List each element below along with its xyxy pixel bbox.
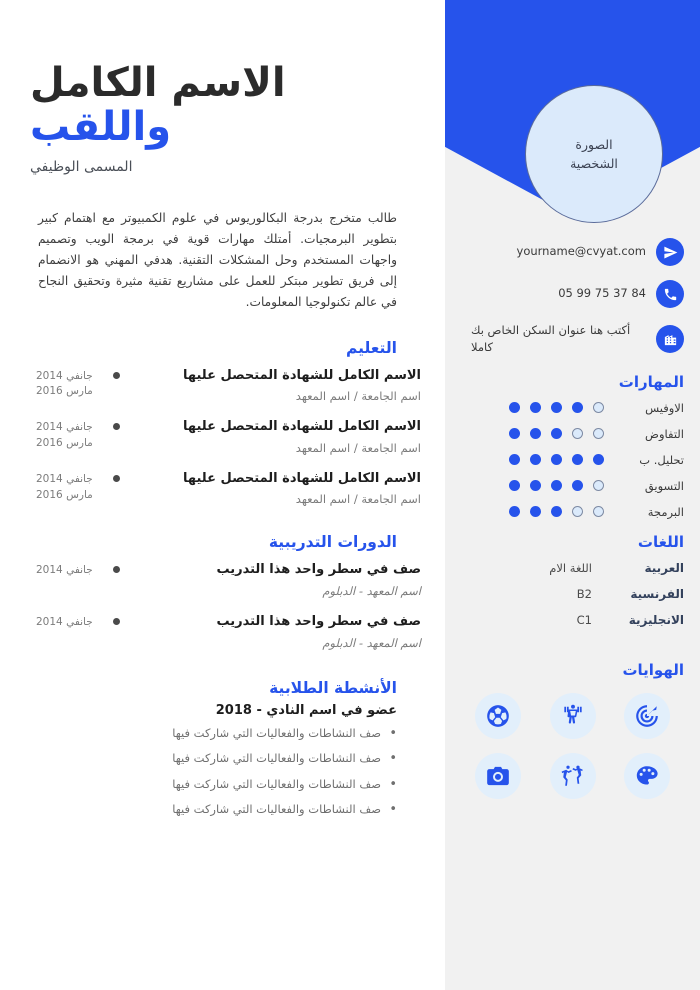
section-heading-languages: اللغات — [637, 532, 684, 551]
paint-palette-icon — [624, 753, 670, 799]
timeline-entry-body — [126, 470, 423, 508]
timeline-entry-subtitle: اسم الجامعة / اسم المعهد — [295, 440, 421, 455]
skill-dot-filled — [551, 402, 562, 413]
section-heading-courses: الدورات التدريبية — [268, 533, 397, 552]
photo-label-line2: الشخصية — [570, 156, 618, 171]
activity-item: • صف النشاطات والفعاليات التي شاركت فيها — [30, 777, 397, 803]
language-level: اللغة الام — [549, 560, 592, 575]
skill-dot-filled — [551, 506, 562, 517]
timeline-entry-title: الاسم الكامل للشهادة المتحصل عليها — [183, 367, 421, 383]
skill-rating-dots — [461, 480, 612, 491]
contact-row[interactable] — [461, 280, 684, 308]
date-to: مارس 2016 — [36, 385, 93, 398]
skill-row — [461, 505, 684, 519]
timeline-entry-subtitle: اسم المعهد - الدبلوم — [322, 635, 421, 650]
hobbies-grid — [461, 693, 684, 799]
date-to: مارس 2016 — [36, 488, 93, 501]
timeline-entry — [30, 367, 423, 419]
activity-item: • صف النشاطات والفعاليات التي شاركت فيها — [30, 802, 397, 828]
skill-label: البرمجة — [647, 504, 684, 519]
send-icon — [656, 238, 684, 266]
dancing-people-icon — [550, 753, 596, 799]
job-title: المسمى الوظيفي — [30, 158, 133, 175]
timeline-entry-date — [30, 561, 108, 579]
photo-label-line1: الصورة — [575, 136, 613, 152]
courses-timeline — [30, 561, 423, 664]
full-name-line2: واللقب — [30, 104, 172, 151]
skill-dot-filled — [509, 428, 520, 439]
activity-item: • صف النشاطات والفعاليات التي شاركت فيها — [30, 751, 397, 777]
activities-list — [30, 726, 423, 828]
skill-dot-empty — [593, 480, 604, 491]
timeline-entry — [30, 418, 423, 470]
skills-list — [461, 401, 684, 519]
building-icon — [656, 325, 684, 353]
section-heading-activities: الأنشطة الطلابية — [269, 678, 397, 697]
contact-value: 05 99 75 37 84 — [558, 286, 646, 301]
section-heading-hobbies: الهوايات — [622, 660, 684, 679]
skill-dot-filled — [551, 454, 562, 465]
phone-icon — [656, 280, 684, 308]
skill-dot-filled — [572, 402, 583, 413]
skill-dot-empty — [572, 506, 583, 517]
skill-label: تحليل. ب — [639, 452, 684, 467]
activities-club-line: عضو في اسم النادي - 2018 — [215, 702, 397, 718]
timeline-dot-icon — [113, 475, 120, 482]
contact-row[interactable] — [461, 238, 684, 266]
timeline-entry-title: صف في سطر واحد هذا التدريب — [216, 614, 421, 630]
timeline-dot-icon — [113, 423, 120, 430]
education-timeline — [30, 367, 423, 522]
contact-value: أكتب هنا عنوان السكن الخاص بك كاملا — [471, 323, 631, 355]
skill-row — [461, 427, 684, 441]
language-name: العربية — [644, 560, 684, 575]
skill-row — [461, 479, 684, 493]
timeline-entry-date — [30, 418, 108, 452]
timeline-entry-date — [30, 367, 108, 401]
skill-rating-dots — [461, 428, 612, 439]
name-block — [30, 0, 423, 178]
sidebar-column — [445, 0, 700, 990]
skill-row — [461, 453, 684, 467]
language-row — [461, 613, 684, 627]
skill-dot-filled — [509, 506, 520, 517]
contact-value: yourname@cvyat.com — [516, 244, 646, 259]
languages-list — [461, 561, 684, 627]
language-row — [461, 561, 684, 575]
date-from: جانفي 2014 — [36, 564, 93, 577]
skill-dot-empty — [572, 428, 583, 439]
timeline-entry-title: الاسم الكامل للشهادة المتحصل عليها — [183, 470, 421, 486]
timeline-entry-subtitle: اسم المعهد - الدبلوم — [322, 583, 421, 598]
language-name: الانجليزية — [628, 612, 684, 627]
date-from: جانفي 2014 — [36, 421, 93, 434]
skill-row — [461, 401, 684, 415]
activity-item: • صف النشاطات والفعاليات التي شاركت فيها — [30, 726, 397, 752]
skill-label: الاوفيس — [645, 400, 684, 415]
language-level: C1 — [576, 612, 592, 627]
timeline-entry-subtitle: اسم الجامعة / اسم المعهد — [295, 492, 421, 507]
timeline-entry-title: الاسم الكامل للشهادة المتحصل عليها — [183, 419, 421, 435]
profile-summary: طالب متخرج بدرجة البكالوريوس في علوم الكمبيوتر مع اهتمام كبير بتطوير البرمجيات. أمتلك مهارات قوية في برمجة الويب وتصميم واجهات المستخدم وحل المشكلات التقنية. هدفي المهني هو الانضمام إلى فريق تطوير مبتكر للعمل على مشاريع تقنية مثيرة وتحقيق النجاح في عالم تكنولوجيا المعلومات. — [38, 210, 397, 309]
camera-icon — [475, 753, 521, 799]
skill-rating-dots — [461, 506, 612, 517]
timeline-entry-body — [126, 561, 423, 599]
skill-dot-filled — [572, 480, 583, 491]
skill-dot-filled — [551, 428, 562, 439]
skill-dot-filled — [530, 480, 541, 491]
timeline-entry — [30, 561, 423, 613]
skill-dot-filled — [530, 402, 541, 413]
date-from: جانفي 2014 — [36, 369, 93, 382]
timeline-entry-title: صف في سطر واحد هذا التدريب — [216, 562, 421, 578]
weightlifting-icon — [550, 693, 596, 739]
section-heading-education: التعليم — [345, 338, 397, 357]
skill-label: التفاوض — [645, 426, 684, 441]
timeline-dot-icon — [113, 618, 120, 625]
skill-dot-filled — [572, 454, 583, 465]
timeline-dot-icon — [113, 372, 120, 379]
section-heading-skills: المهارات — [618, 372, 684, 391]
timeline-entry — [30, 470, 423, 522]
timeline-dot-icon — [113, 566, 120, 573]
language-level: B2 — [576, 586, 592, 601]
skill-dot-filled — [530, 454, 541, 465]
skill-rating-dots — [461, 454, 612, 465]
skill-dot-filled — [509, 402, 520, 413]
timeline-entry-date — [30, 470, 108, 504]
language-row — [461, 587, 684, 601]
language-name: الفرنسية — [630, 586, 684, 601]
date-from: جانفي 2014 — [36, 472, 93, 485]
contact-row[interactable] — [461, 322, 684, 357]
skill-dot-filled — [551, 480, 562, 491]
skill-dot-empty — [593, 506, 604, 517]
timeline-entry-body — [126, 418, 423, 456]
timeline-entry-date — [30, 613, 108, 631]
date-from: جانفي 2014 — [36, 616, 93, 629]
skill-dot-filled — [509, 480, 520, 491]
skill-dot-empty — [593, 428, 604, 439]
archery-target-icon — [624, 693, 670, 739]
timeline-entry-body — [126, 367, 423, 405]
date-to: مارس 2016 — [36, 436, 93, 449]
timeline-entry — [30, 613, 423, 665]
skill-rating-dots — [461, 402, 612, 413]
skill-label: التسويق — [644, 478, 684, 493]
soccer-ball-icon — [475, 693, 521, 739]
timeline-entry-subtitle: اسم الجامعة / اسم المعهد — [295, 389, 421, 404]
skill-dot-filled — [509, 454, 520, 465]
skill-dot-filled — [530, 506, 541, 517]
skill-dot-filled — [530, 428, 541, 439]
skill-dot-filled — [593, 454, 604, 465]
full-name-line1: الاسم الكامل — [30, 60, 286, 106]
timeline-entry-body — [126, 613, 423, 651]
skill-dot-empty — [593, 402, 604, 413]
contact-block — [461, 238, 684, 357]
